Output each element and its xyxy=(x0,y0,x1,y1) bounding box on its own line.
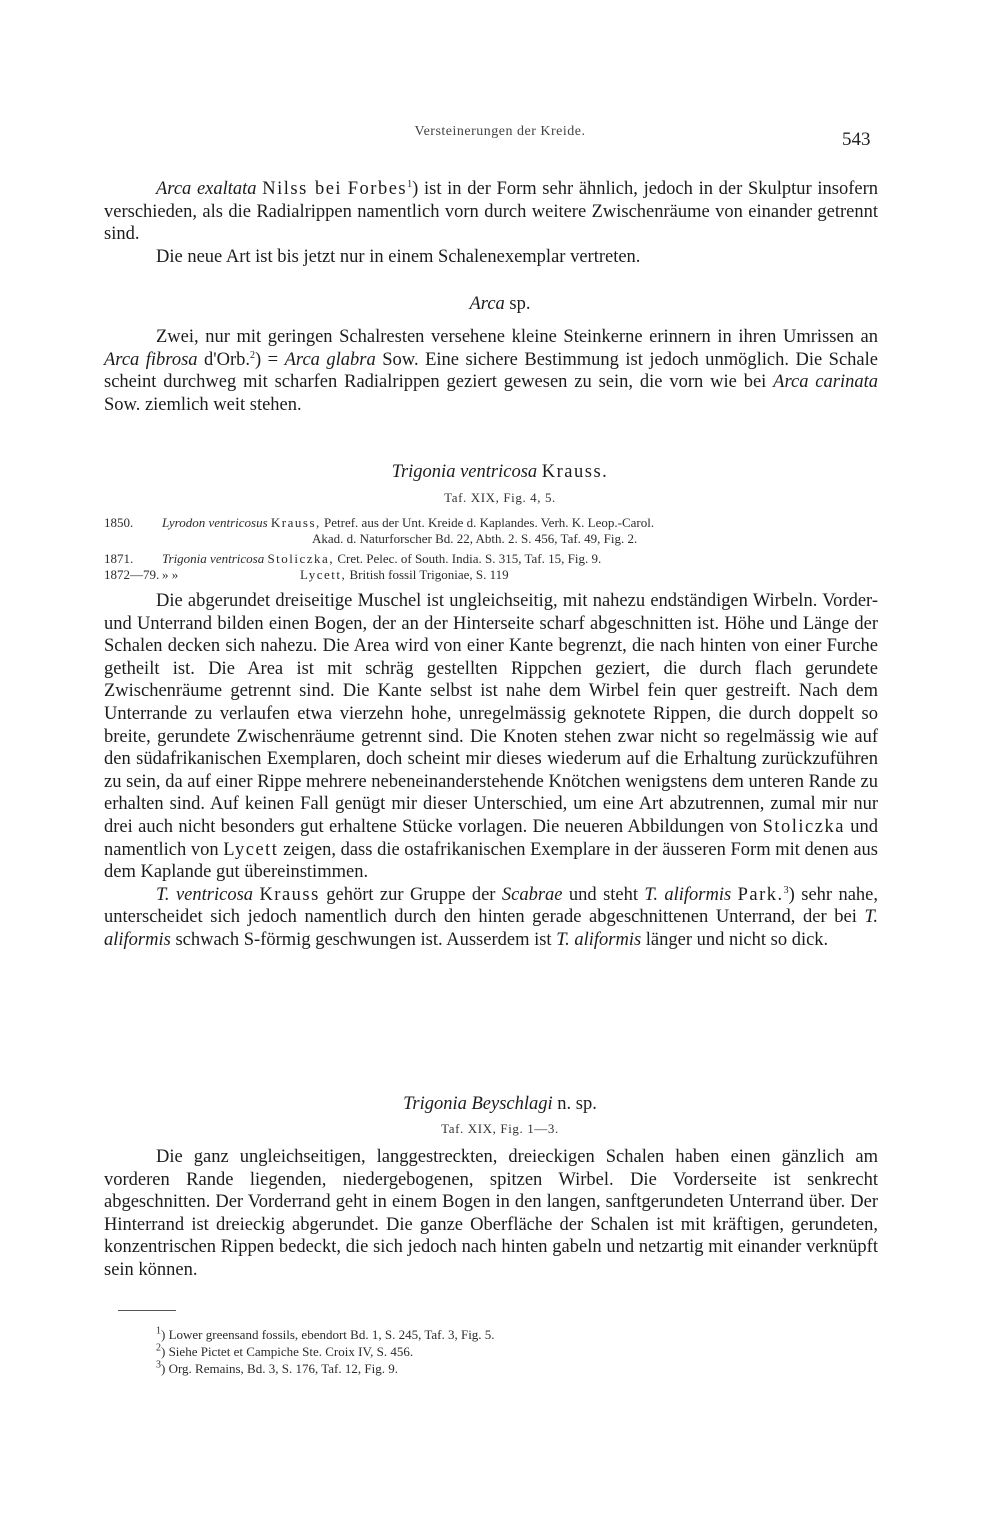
footnote-text: ) Siehe Pictet et Campiche Ste. Croix IV, S. 456. xyxy=(161,1344,414,1359)
footnote xyxy=(156,1326,856,1343)
footnote-text: ) Lower greensand fossils, ebendort Bd. 1, S. 245, Taf. 3, Fig. 5. xyxy=(161,1327,495,1342)
arca-sp-section xyxy=(104,326,878,416)
paragraph-text: ) ist in der Form sehr ähnlich, jedoch in der Skulptur insofern verschieden, als die Radialrippen namentlich vorn durch weitere Zwischenräume von einander getrennt sind. xyxy=(104,179,878,245)
synonymy-entry xyxy=(104,551,894,567)
paragraph-text: Die abgerundet dreiseitige Muschel ist ungleichseitig, mit nahezu endständigen Wirbeln. Vorder- und Unterrand bilden einen Bogen, der an der Hinterseite scharf abgeschnitten ist. Höhe und Länge der Schalen decken sich nahezu. Die Area wird von einer Kante begrenzt, die nach hinten von einer Furche getheilt ist. Die Area ist mit schräg gestellten Rippchen geziert, die durch flach gerundete Zwischenräume getrennt sind. Die Kante selbst ist nahe dem Wirbel fein quer gestreift. Nach dem Unterrande zu verlaufen etwa vierzehn hohe, unregelmässig geknotete Rippen, die durch doppelt so breite, gerundete Zwischenräume getrennt sind. Die Knoten stehen zwar nicht so regelmässig wie auf den südafrikanischen Exemplaren, doch scheint mir dieses wiederum auf die Erhaltung zurückzuführen zu sein, da auf einer Rippe mehrere nebeneinanderstehende Knötchen wenigstens dem unteren Rande zu erhalten sind. Auf keinen Fall genügt mir dieser Unterschied, um eine Art abzutrennen, zumal mir nur drei auch nicht besonders gut erhaltene Stücke vorlagen. Die neueren Abbildungen von xyxy=(104,591,878,837)
species-name: Arca exaltata xyxy=(156,179,257,199)
section-heading-trigonia-beyschlagi xyxy=(0,1094,1000,1115)
trigonia-beyschlagi-section xyxy=(104,1146,878,1282)
paragraph-text: gehört zur Gruppe der xyxy=(319,884,502,905)
synonymy-year: 1850. xyxy=(104,515,134,530)
intro-paragraph-1 xyxy=(104,178,878,246)
species-name: T. aliformis xyxy=(556,929,642,950)
trigonia-ventricosa-paragraph-2 xyxy=(104,884,878,952)
synonymy-year: 1871. xyxy=(104,551,134,566)
paragraph-text: ) = xyxy=(255,349,285,370)
trigonia-ventricosa-paragraph-1 xyxy=(104,590,878,884)
intro-paragraph-2: Die neue Art ist bis jetzt nur in einem Schalenexemplar vertreten. xyxy=(156,246,641,267)
author-name: Park. xyxy=(737,884,784,905)
author-name: Krauss xyxy=(259,884,320,905)
footnote-mark: 1 xyxy=(156,1325,161,1337)
paragraph-text: Sow. ziemlich weit stehen. xyxy=(104,394,302,415)
paragraph-text: länger und nicht so dick. xyxy=(641,929,829,950)
paragraph-text: Zwei, nur mit geringen Schalresten versehene kleine Steinkerne erinnern in ihren Umrissen an xyxy=(156,327,878,347)
paragraph-text: schwach S-förmig geschwungen ist. Ausserdem ist xyxy=(170,929,557,950)
author-name: Nilss bei xyxy=(262,179,343,199)
synonymy-reference: Cret. Pelec. of South. India. S. 315, Taf. 15, Fig. 9. xyxy=(337,551,602,566)
footnote-mark: 2 xyxy=(156,1342,161,1354)
synonymy-author: Lycett, xyxy=(300,567,347,582)
heading-species: Trigonia Beyschlagi xyxy=(403,1094,553,1114)
intro-section xyxy=(104,178,878,268)
plate-reference: Taf. XIX, Fig. 4, 5. xyxy=(444,490,556,505)
species-name: Arca carinata xyxy=(773,372,878,393)
footnote-mark: 2 xyxy=(250,349,256,361)
group-name: Scabrae xyxy=(501,884,563,905)
heading-author: Krauss. xyxy=(541,462,609,482)
section-heading-arca-sp xyxy=(0,294,1000,315)
synonymy-ditto: » » xyxy=(162,567,179,582)
species-name: Arca fibrosa xyxy=(104,349,198,370)
synonymy-entry xyxy=(104,515,894,531)
synonymy-name: Trigonia ventricosa xyxy=(162,551,265,566)
trigonia-beyschlagi-paragraph: Die ganz ungleichseitigen, langgestreckten, dreieckigen Schalen haben einen gänzlich am vorderen Rande liegenden, niedergebogenen, spitzen Wirbel. Die Vorderseite ist senkrecht abgeschnitten. Der Vorderrand geht in einem Bogen in den langen, sanftgerundeten Unterrand über. Der Hinterrand ist dreieckig abgerundet. Die ganze Oberfläche der Schalen ist mit kräftigen, gerundeten, konzentrischen Rippen bedeckt, die sich jedoch nach hinten gabeln und netzartig mit einander verknüpft sein können. xyxy=(104,1147,878,1280)
species-name: T. aliformis xyxy=(644,884,732,905)
section-heading-trigonia-ventricosa xyxy=(0,462,1000,483)
footnote-mark: 3 xyxy=(783,884,789,896)
synonymy-author: Stoliczka, xyxy=(267,551,335,566)
heading-rest: n. sp. xyxy=(552,1094,597,1114)
trigonia-ventricosa-section xyxy=(104,590,878,952)
species-name: T. ventricosa xyxy=(156,884,254,905)
plate-reference: Taf. XIX, Fig. 1—3. xyxy=(441,1121,559,1136)
author-name: Stoliczka xyxy=(762,816,845,837)
footnote-text: ) Org. Remains, Bd. 3, S. 176, Taf. 12, Fig. 9. xyxy=(161,1361,398,1376)
running-title: Versteinerungen der Kreide. xyxy=(414,124,586,139)
author-name: d'Orb. xyxy=(197,349,251,370)
paragraph-text: ) sehr nahe, unterscheidet sich jedoch namentlich durch den hinten gerade abgeschnittenen Unterrand, der bei xyxy=(104,884,879,928)
species-name: Arca glabra xyxy=(284,349,376,370)
footnotes xyxy=(156,1326,856,1377)
author-name: Forbes xyxy=(347,179,408,199)
heading-rest: sp. xyxy=(504,294,531,314)
species-name: T. aliformis xyxy=(104,907,878,950)
footnote xyxy=(156,1343,856,1360)
heading-species: Trigonia ventricosa xyxy=(391,462,538,482)
footnote-separator xyxy=(118,1310,176,1311)
paragraph-text: zeigen, dass die ostafrikanischen Exemplare in der äusseren Form mit denen aus dem Kaplande gut übereinstimmen. xyxy=(104,839,878,883)
synonymy-name: Lyrodon ventricosus xyxy=(162,515,268,530)
page-number: 543 xyxy=(842,129,871,150)
synonymy-reference-continued: Akad. d. Naturforscher Bd. 22, Abth. 2. S. 456, Taf. 49, Fig. 2. xyxy=(312,531,638,546)
footnote xyxy=(156,1360,856,1377)
footnote-mark: 3 xyxy=(156,1359,161,1371)
synonymy-reference: Petref. aus der Unt. Kreide d. Kaplandes. Verh. K. Leop.-Carol. xyxy=(324,515,655,530)
synonymy-reference: British fossil Trigoniae, S. 119 xyxy=(349,567,509,582)
footnote-mark: 1 xyxy=(407,178,413,190)
synonymy-year: 1872—79. xyxy=(104,567,160,582)
paragraph-text: und namentlich von xyxy=(104,816,879,860)
synonymy-entry xyxy=(104,567,894,583)
synonymy-list xyxy=(104,515,894,583)
author-name: Lycett xyxy=(223,839,279,860)
paragraph-text: Sow. Eine sichere Bestimmung ist jedoch unmöglich. Die Schale scheint durchweg mit scharfen Radialrippen geziert gewesen zu sein, die vorn wie bei xyxy=(104,349,878,393)
heading-genus: Arca xyxy=(469,294,505,314)
paragraph-text: und steht xyxy=(562,884,645,905)
synonymy-author: Krauss, xyxy=(270,515,321,530)
arca-sp-paragraph xyxy=(104,326,878,416)
